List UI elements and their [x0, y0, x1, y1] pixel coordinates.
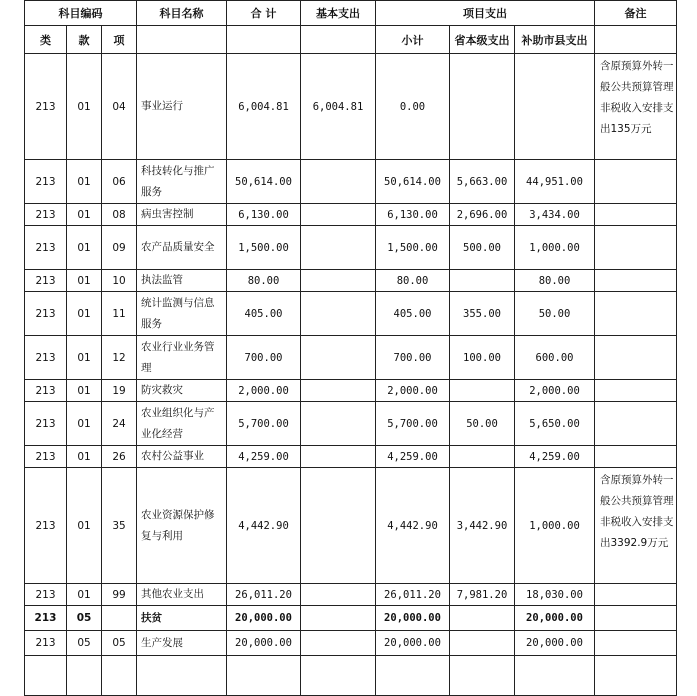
table-row [25, 606, 677, 631]
cell-basic [301, 380, 376, 402]
cell-subsidy: 2,000.00 [515, 380, 595, 402]
cell-note [595, 204, 677, 226]
cell-basic [301, 204, 376, 226]
cell-basic [301, 336, 376, 380]
cell-lei: 213 [25, 402, 67, 446]
cell-province: 3,442.90 [450, 468, 515, 584]
header-subject-code: 科目编码 [25, 1, 137, 26]
header-province: 省本级支出 [450, 26, 515, 54]
cell-kuan: 01 [67, 204, 102, 226]
cell-lei: 213 [25, 54, 67, 160]
cell-lei: 213 [25, 204, 67, 226]
table-row [25, 292, 677, 336]
cell-note [595, 270, 677, 292]
table-row [25, 584, 677, 606]
cell-lei: 213 [25, 606, 67, 631]
cell-subtotal: 6,130.00 [376, 204, 450, 226]
cell-subsidy: 600.00 [515, 336, 595, 380]
header-project: 项目支出 [376, 1, 595, 26]
cell-name: 执法监管 [137, 270, 227, 292]
cell-name: 统计监测与信息服务 [137, 292, 227, 336]
cell-subtotal: 4,442.90 [376, 468, 450, 584]
cell-kuan: 01 [67, 402, 102, 446]
cell-kuan: 01 [67, 468, 102, 584]
cell-xiang: 24 [102, 402, 137, 446]
cell-province: 7,981.20 [450, 584, 515, 606]
cell-name: 防灾救灾 [137, 380, 227, 402]
cell-lei: 213 [25, 584, 67, 606]
cell-subtotal: 1,500.00 [376, 226, 450, 270]
cell-total: 50,614.00 [227, 160, 301, 204]
cell-xiang: 35 [102, 468, 137, 584]
cell-note [595, 336, 677, 380]
cell-subtotal: 405.00 [376, 292, 450, 336]
cell-note [595, 402, 677, 446]
cell-basic [301, 584, 376, 606]
cell-total: 2,000.00 [227, 380, 301, 402]
cell-note [595, 160, 677, 204]
header-subsidy: 补助市县支出 [515, 26, 595, 54]
table-row [25, 54, 677, 160]
cell-xiang: 10 [102, 270, 137, 292]
cell-subtotal: 26,011.20 [376, 584, 450, 606]
cell-xiang: 05 [102, 631, 137, 656]
cell-basic [301, 160, 376, 204]
cell-subsidy: 80.00 [515, 270, 595, 292]
cell-note [595, 606, 677, 631]
cell-total: 5,700.00 [227, 402, 301, 446]
cell-basic [301, 226, 376, 270]
cell-note [595, 380, 677, 402]
cell-total: 4,259.00 [227, 446, 301, 468]
cell-total: 700.00 [227, 336, 301, 380]
cell-name: 农业行业业务管理 [137, 336, 227, 380]
cell-province: 5,663.00 [450, 160, 515, 204]
cell-total: 1,500.00 [227, 226, 301, 270]
cell-subtotal: 2,000.00 [376, 380, 450, 402]
cell-subtotal: 20,000.00 [376, 606, 450, 631]
table-row [25, 160, 677, 204]
cell-name: 其他农业支出 [137, 584, 227, 606]
cell-lei: 213 [25, 226, 67, 270]
table-row [25, 204, 677, 226]
cell-subtotal: 0.00 [376, 54, 450, 160]
cell-subsidy: 5,650.00 [515, 402, 595, 446]
header-subtotal: 小计 [376, 26, 450, 54]
table-row [25, 226, 677, 270]
cell-kuan: 01 [67, 446, 102, 468]
cell-total: 6,004.81 [227, 54, 301, 160]
cell-lei: 213 [25, 446, 67, 468]
cell-xiang: 11 [102, 292, 137, 336]
cell-name: 生产发展 [137, 631, 227, 656]
cell-lei: 213 [25, 631, 67, 656]
cell-kuan: 01 [67, 226, 102, 270]
table-row [25, 402, 677, 446]
cell-subtotal: 20,000.00 [376, 631, 450, 656]
cell-basic [301, 468, 376, 584]
cell-xiang: 26 [102, 446, 137, 468]
cell-basic [301, 292, 376, 336]
cell-basic [301, 631, 376, 656]
cell-total: 80.00 [227, 270, 301, 292]
table-row [25, 656, 677, 696]
cell-subsidy: 20,000.00 [515, 631, 595, 656]
header-subject-name: 科目名称 [137, 1, 227, 26]
cell-note: 含原预算外转一般公共预算管理非税收入安排支出3392.9万元 [595, 468, 677, 584]
cell-subtotal: 80.00 [376, 270, 450, 292]
cell-name: 农产品质量安全 [137, 226, 227, 270]
cell-lei: 213 [25, 468, 67, 584]
table-row [25, 446, 677, 468]
cell-total: 26,011.20 [227, 584, 301, 606]
cell-kuan: 05 [67, 631, 102, 656]
cell-subsidy: 1,000.00 [515, 468, 595, 584]
header-lei: 类 [25, 26, 67, 54]
cell-subsidy: 44,951.00 [515, 160, 595, 204]
cell-basic [301, 270, 376, 292]
cell-kuan: 01 [67, 270, 102, 292]
cell-province: 355.00 [450, 292, 515, 336]
cell-note [595, 631, 677, 656]
cell-subsidy [515, 54, 595, 160]
cell-total: 405.00 [227, 292, 301, 336]
header-note: 备注 [595, 1, 677, 26]
table-body [25, 54, 677, 696]
cell-note: 含原预算外转一般公共预算管理非税收入安排支出135万元 [595, 54, 677, 160]
cell-province [450, 54, 515, 160]
cell-xiang: 08 [102, 204, 137, 226]
cell-subtotal: 700.00 [376, 336, 450, 380]
cell-note [595, 584, 677, 606]
cell-province: 100.00 [450, 336, 515, 380]
cell-subtotal: 4,259.00 [376, 446, 450, 468]
cell-note [595, 446, 677, 468]
cell-basic: 6,004.81 [301, 54, 376, 160]
cell-total: 20,000.00 [227, 606, 301, 631]
header-basic: 基本支出 [301, 1, 376, 26]
cell-total: 20,000.00 [227, 631, 301, 656]
cell-lei: 213 [25, 270, 67, 292]
cell-subtotal: 50,614.00 [376, 160, 450, 204]
cell-name: 扶贫 [137, 606, 227, 631]
cell-name: 农业资源保护修复与利用 [137, 468, 227, 584]
cell-xiang: 12 [102, 336, 137, 380]
cell-xiang [102, 606, 137, 631]
cell-lei: 213 [25, 380, 67, 402]
cell-province [450, 606, 515, 631]
cell-name: 农村公益事业 [137, 446, 227, 468]
cell-subtotal: 5,700.00 [376, 402, 450, 446]
cell-kuan: 05 [67, 606, 102, 631]
header-xiang: 项 [102, 26, 137, 54]
cell-subsidy: 18,030.00 [515, 584, 595, 606]
cell-kuan: 01 [67, 584, 102, 606]
cell-lei: 213 [25, 292, 67, 336]
budget-table [24, 0, 677, 696]
cell-kuan: 01 [67, 160, 102, 204]
cell-total: 6,130.00 [227, 204, 301, 226]
cell-name: 科技转化与推广服务 [137, 160, 227, 204]
cell-lei: 213 [25, 336, 67, 380]
table-row [25, 270, 677, 292]
cell-province: 50.00 [450, 402, 515, 446]
cell-xiang: 99 [102, 584, 137, 606]
cell-kuan: 01 [67, 336, 102, 380]
cell-xiang: 09 [102, 226, 137, 270]
cell-subsidy: 1,000.00 [515, 226, 595, 270]
header-row-2 [25, 26, 677, 54]
header-row-1 [25, 1, 677, 26]
cell-name: 事业运行 [137, 54, 227, 160]
cell-xiang: 04 [102, 54, 137, 160]
cell-province [450, 446, 515, 468]
cell-kuan: 01 [67, 380, 102, 402]
table-row [25, 380, 677, 402]
cell-province [450, 270, 515, 292]
cell-basic [301, 606, 376, 631]
cell-xiang: 06 [102, 160, 137, 204]
cell-province [450, 631, 515, 656]
cell-province [450, 380, 515, 402]
header-total: 合 计 [227, 1, 301, 26]
cell-lei: 213 [25, 160, 67, 204]
table-row [25, 631, 677, 656]
cell-name: 病虫害控制 [137, 204, 227, 226]
cell-xiang: 19 [102, 380, 137, 402]
cell-total: 4,442.90 [227, 468, 301, 584]
table-row [25, 336, 677, 380]
cell-subsidy: 3,434.00 [515, 204, 595, 226]
cell-note [595, 226, 677, 270]
cell-kuan: 01 [67, 292, 102, 336]
cell-province: 2,696.00 [450, 204, 515, 226]
header-kuan: 款 [67, 26, 102, 54]
cell-subsidy: 50.00 [515, 292, 595, 336]
cell-subsidy: 20,000.00 [515, 606, 595, 631]
table-row [25, 468, 677, 584]
cell-name: 农业组织化与产业化经营 [137, 402, 227, 446]
cell-note [595, 292, 677, 336]
cell-subsidy: 4,259.00 [515, 446, 595, 468]
cell-kuan: 01 [67, 54, 102, 160]
cell-basic [301, 446, 376, 468]
cell-basic [301, 402, 376, 446]
cell-province: 500.00 [450, 226, 515, 270]
